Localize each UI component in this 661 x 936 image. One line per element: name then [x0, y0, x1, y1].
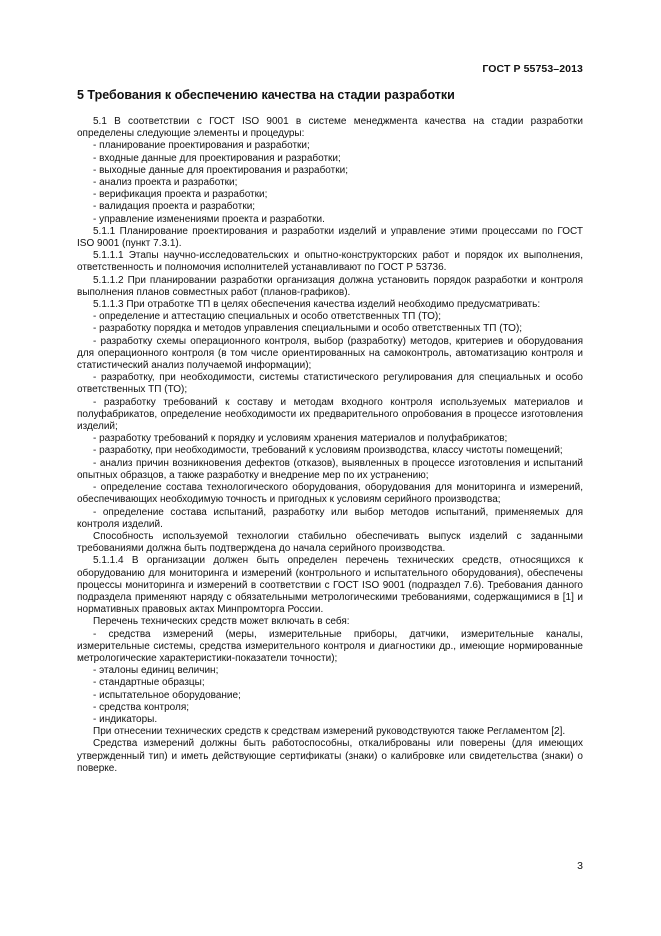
paragraph: - разработку требований к порядку и условиям хранения материалов и полуфабрикатов; [93, 433, 508, 445]
paragraph: - разработку схемы операционного контроля, выбор (разработку) методов, критериев и оборудования для операционного контроля (в том числе ориентированных на самоконтроль, автоматизацию контроля и статистический анализ получаемой информации); [77, 335, 583, 372]
paragraph: - определение и аттестацию специальных и особо ответственных ТП (ТО); [93, 311, 442, 323]
paragraph: 5.1.1.3 При отработке ТП в целях обеспечения качества изделий необходимо предусматривать: [93, 299, 541, 311]
paragraph: - входные данные для проектирования и разработки; [93, 152, 341, 164]
paragraph: - определение состава испытаний, разработку или выбор методов испытаний, применяемых для контроля изделий. [77, 506, 583, 530]
paragraph: - эталоны единиц величин; [93, 665, 219, 677]
paragraph: Перечень технических средств может включать в себя: [93, 616, 350, 628]
paragraph: - разработку требований к составу и методам входного контроля используемых материалов и полуфабрикатов, определение необходимости их предварительного опробования в процессе изготовления изделий; [77, 396, 583, 433]
standard-code: ГОСТ Р 55753–2013 [482, 63, 583, 75]
paragraph: - планирование проектирования и разработки; [93, 140, 310, 152]
paragraph: Способность используемой технологии стабильно обеспечивать выпуск изделий с заданными требованиями должна быть подтверждена до начала серийного производства. [77, 530, 583, 555]
paragraph: 5.1.1.2 При планировании разработки организация должна установить порядок разработки и контроля выполнения планов совместных работ (планов-графиков). [77, 274, 583, 298]
paragraph: - определение состава технологического оборудования, оборудования для мониторинга и измерений, обеспечивающих необходимую точность и пригодных к условиям серийного производства; [77, 482, 583, 506]
paragraph: 5.1.1 Планирование проектирования и разработки изделий и управление этими процессами по ГОСТ ISO 9001 (пункт 7.3.1). [77, 225, 583, 250]
paragraph: - разработку, при необходимости, системы статистического регулирования для специальных и особо ответственных ТП (ТО); [77, 372, 583, 396]
paragraph: - анализ причин возникновения дефектов (отказов), выявленных в процессе изготовления и испытаний опытных образцов, а также разработку и внедрение мер по их устранению; [77, 457, 583, 481]
paragraph: - разработку порядка и методов управления специальными и особо ответственных ТП (ТО); [93, 323, 523, 335]
document-body [77, 116, 583, 775]
paragraph: 5.1.1.4 В организации должен быть определен перечень технических средств, относящихся к оборудованию для мониторинга и измерений (контрольного и испытательного оборудования), обеспечены процессы мониторинга и измерений в соответствии с ГОСТ ISO 9001 (подраздел 7.6). Требования данного подраздела применяют наряду с обязательными метрологическими требованиями, содержащимися в [1] и нормативных правовых актах Минпромторга России. [77, 555, 583, 616]
paragraph: - верификация проекта и разработки; [93, 189, 268, 201]
paragraph: 5.1 В соответствии с ГОСТ ISO 9001 в системе менеджмента качества на стадии разработки определены следующие элементы и процедуры: [77, 116, 583, 140]
section-title: 5 Требования к обеспечению качества на стадии разработки [77, 88, 455, 102]
paragraph: - средства измерений (меры, измерительные приборы, датчики, измерительные каналы, измерительные системы, средства измерительного контроля и диагностики др., имеющие нормированные метрологические характеристики-показатели точности); [77, 628, 583, 664]
paragraph: - выходные данные для проектирования и разработки; [93, 164, 348, 176]
page-number: 3 [577, 860, 583, 872]
paragraph: - валидация проекта и разработки; [93, 201, 256, 213]
paragraph: 5.1.1.1 Этапы научно-исследовательских и опытно-конструкторских работ и порядок их выполнения, ответственность и полномочия исполнителей устанавливают по ГОСТ Р 53736. [77, 250, 583, 274]
paragraph: При отнесении технических средств к средствам измерений руководствуются также Регламентом [2]. [93, 726, 566, 738]
paragraph: - индикаторы. [93, 713, 158, 725]
paragraph: Средства измерений должны быть работоспособны, откалиброваны или поверены (для имеющих утвержденный тип) и иметь действующие сертификаты (знаки) о калибровке или свидетельства (знаки) о поверке. [77, 738, 583, 774]
paragraph: - анализ проекта и разработки; [93, 177, 238, 189]
paragraph: - стандартные образцы; [93, 677, 205, 689]
paragraph: - разработку, при необходимости, требований к условиям производства, классу чистоты помещений; [93, 445, 563, 457]
paragraph: - испытательное оборудование; [93, 689, 241, 701]
paragraph: - средства контроля; [93, 701, 190, 713]
paragraph: - управление изменениями проекта и разработки. [93, 213, 325, 225]
